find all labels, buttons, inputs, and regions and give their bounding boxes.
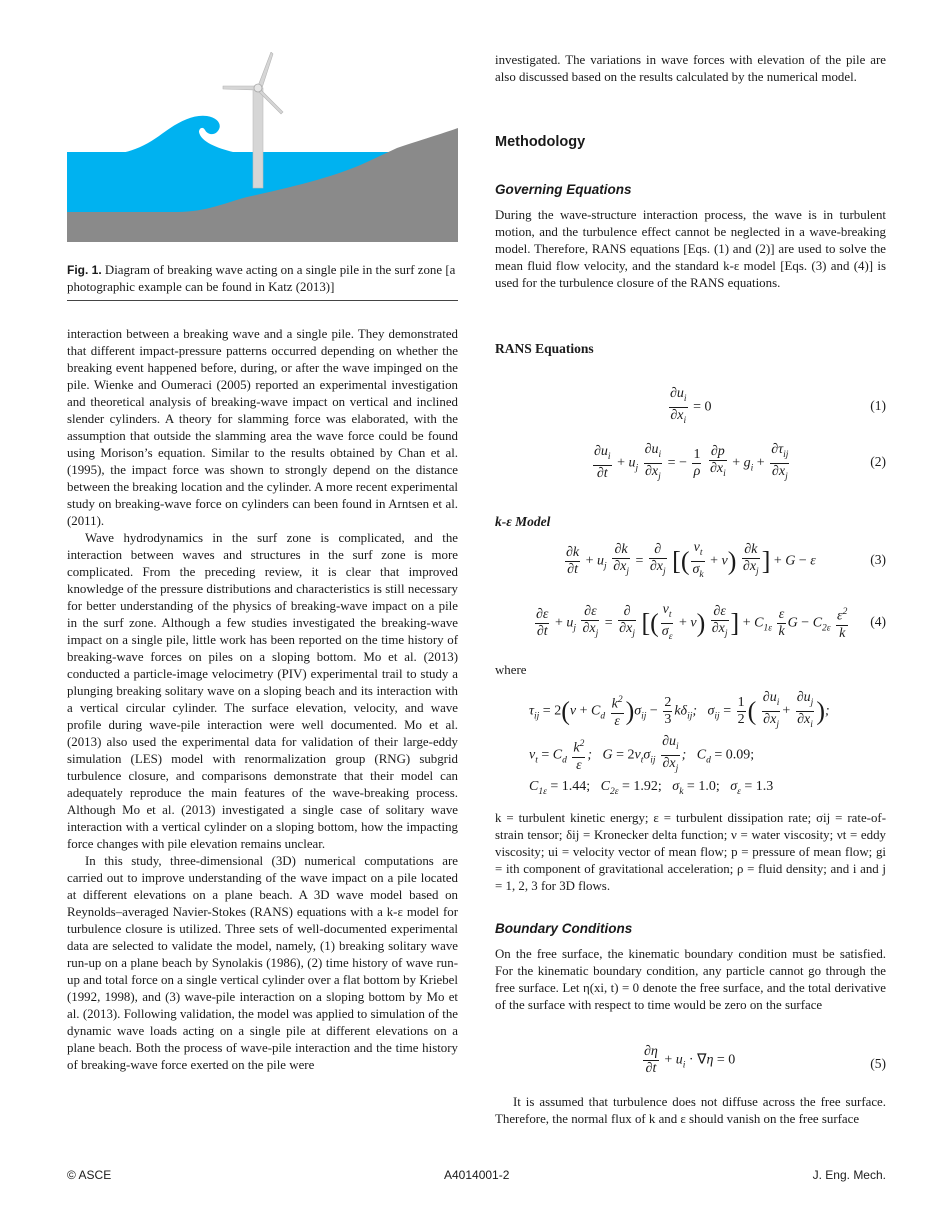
const-cd: 0.09 <box>725 747 751 763</box>
right-paragraph-0: investigated. The variations in wave forces with elevation of the pile are also discussed based on the results calculated by the numerical model. <box>495 53 886 84</box>
figure-caption-label: Fig. 1. <box>67 263 102 277</box>
equation-1-math: $\frac{\partial u_i}{\partial x_i}$ = 0 <box>667 386 711 429</box>
k-epsilon-heading: k-ε Model <box>495 514 551 529</box>
turbine-blade-up <box>258 52 273 88</box>
turbine-hub <box>254 84 262 92</box>
const-sk: 1.0 <box>698 779 716 794</box>
rans-heading: RANS Equations <box>495 341 594 356</box>
figure-caption-text: Diagram of breaking wave acting on a single pile in the surf zone [a photographic example can be found in Katz (2013)] <box>67 263 456 294</box>
left-paragraph-3: In this study, three-dimensional (3D) numerical computations are carried out to improve understanding of the wave impact on a pile located at different elevations on a plane beach. A 3D wave model based on Reynolds–averaged Navier-Stokes (RANS) equations with a k-ε model for turbulence closure is utilized. Three sets of well-documented experimental data are selected to validate the model, namely, (1) breaking solitary wave run-up on a plane beach by Synolakis (1986), (2) time history of wave run-up and total force on a single vertical cylinder over a flat bottom by Kriebel (1992, 1998), and (3) wave-pile interaction on a sloping bottom by Mo et al. (2013). Following validation, the model was applied to simulation of the dynamic wave loads acting on a single pile at different elevations on a plane beach. Both the process of wave-pile interaction and the time history of breaking-wave force exerted on the pile were <box>67 854 458 1072</box>
left-paragraph-1: interaction between a breaking wave and a single pile. They demonstrated that different impact-pressure patterns occurred depending on whether the breaking event happened before, during, or after the wave impinged on the pile. Wienke and Oumeraci (2005) reported an experimental investigation and theoretical analysis of breaking-wave impact on vertical and inclined slender cylinders. A theory for slamming force was elaborated, with the assumption that outside the slamming area the wave force could be found using Morison’s equation. Similar to the results obtained by Chan et al. (1995), the impact force was shown to strongly depend on the distance between the breaking location and the cylinder. A more recent experimental study on breaking-wave force on cylinders can been found in Arntsen et al. (2011). <box>67 327 458 528</box>
turbine-blade-left <box>223 86 256 90</box>
const-c2e: 1.92 <box>633 779 658 794</box>
equation-3-math: $\frac{\partial k}{\partial t}$ + $u_j$ $\frac{\partial k}{\partial x_j}$ = $\frac{\partial}{\partial x_j}$ [( $\frac{\nu_t}{\sigma_k}$ + ν) $\frac{\partial k}{\partial x_j}$ ] + G − ε <box>563 540 816 583</box>
constants-definition: $C_{1\varepsilon} = 1.44$; $C_{2\varepsilon} = 1.92$; $\sigma_k = 1.0$; $\sigma_\varepsilon = 1.3$ <box>529 779 774 797</box>
breaking-wave <box>67 116 267 172</box>
last-paragraph: It is assumed that turbulence does not diffuse across the free surface. Therefore, the normal flux of k and ε should vanish on the free surface <box>495 1095 886 1126</box>
equation-2 <box>495 442 886 482</box>
equation-5-math: $\frac{\partial\eta}{\partial t}$ + $u_i \cdot \nabla\eta = 0$ <box>644 1044 736 1076</box>
governing-paragraph-block <box>495 207 886 292</box>
figure-rule <box>67 300 458 301</box>
equation-2-number: (2) <box>870 454 886 469</box>
last-paragraph-block <box>495 1094 886 1128</box>
equation-4 <box>495 602 886 642</box>
equation-4-math: $\frac{\partial\varepsilon}{\partial t}$ + $u_j$ $\frac{\partial\varepsilon}{\partial x_j}$ = $\frac{\partial}{\partial x_j}$ [( $\frac{\nu_t}{\sigma_\varepsilon}$ + ν) $\frac{\partial\varepsilon}{\partial x_j}$ ] + $C_{1\varepsilon}$ $\frac{\varepsilon}{k}$ $G - C_{2\varepsilon}$ $\frac{\varepsilon^2}{k}$ <box>533 602 850 645</box>
boundary-paragraph: On the free surface, the kinematic boundary condition must be satisfied. For the kinematic boundary condition, any particle cannot go through the free surface. Let η(xi, t) = 0 denote the free surface, and the total derivative of the surface with respect to time would be zero on the surface <box>495 947 886 1012</box>
left-text-block <box>67 326 458 1074</box>
definitions-math <box>495 690 886 800</box>
equation-1-number: (1) <box>870 398 886 413</box>
turbine-tower <box>253 88 263 188</box>
const-se: 1.3 <box>755 779 774 794</box>
equation-4-number: (4) <box>870 614 886 629</box>
left-paragraph-2: Wave hydrodynamics in the surf zone is complicated, and the interaction between waves and structures in the surf zone is more complicated. From the preceding review, it is clear that improved knowledge of the pressure distributions and characteristics is still necessary for better understanding of the physics of breaking-wave impact on a pile in the surf zone. Although a few studies investigated the breaking-wave impact on a single pile, little work has been reported on the time history of breaking-wave forces on piles on a sloping bottom. Mo et al. (2013) conducted a particle-image velocimetry (PIV) experimental trail to study a plunging breaking solitary wave on a sloping beach and its interaction with a vertical circular cylinder. The surface elevation, velocity, and wave profile during wave-pile interaction were well documented. Mo et al. (2013) also used the experimental data for validation of their large-eddy simulation (LES) model with renormalization group (RNG) subgrid turbulence closure, and comparisons demonstrate that their model can adequately reproduce the main features of the wave-breaking process. Although Mo et al. (2013) investigated a single case of solitary wave interaction with a vertical cylinder on a sloping bottom, how the impacting force changes with pile elevation remains unclear. <box>67 531 458 851</box>
right-intro <box>495 52 886 86</box>
const-c1e: 1.44 <box>561 779 587 794</box>
figure-caption <box>67 262 458 296</box>
equation-5-number: (5) <box>870 1056 886 1071</box>
governing-paragraph: During the wave-structure interaction process, the wave is in turbulent motion, and the turbulence effect cannot be neglected in a wave-breaking model. Therefore, RANS equations [Eqs. (1) and (2)] are used to solve the mean fluid flow velocity, and the standard k-ε model [Eqs. (3) and (4)] is used for the turbulence closure of the RANS equations. <box>495 208 886 290</box>
definitions-block <box>495 810 886 895</box>
equation-3 <box>495 540 886 580</box>
equation-1 <box>495 386 886 426</box>
footer-right: J. Eng. Mech. <box>812 1168 886 1182</box>
nu-g-definition: $\nu_t = C_d$ $\frac{k^2}{\varepsilon}$ ; $G = 2\nu_t\sigma_{ij}$ $\frac{\partial u_i}{\partial x_j}$ ; $C_d = 0.09$; <box>529 734 754 777</box>
methodology-heading: Methodology <box>495 134 586 150</box>
equation-3-number: (3) <box>870 552 886 567</box>
equation-5 <box>495 1044 886 1084</box>
footer-left: © ASCE <box>67 1168 112 1182</box>
equation-2-math: $\frac{\partial u_i}{\partial t}$ + $u_j$ $\frac{\partial u_i}{\partial x_j}$ = − $\frac{1}{\rho}$ $\frac{\partial p}{\partial x_i}$ + $g_i$ + $\frac{\partial\tau_{ij}}{\partial x_j}$ <box>591 442 791 485</box>
tau-sigma-definition: $\tau_{ij} = 2(\nu + C_d$ $\frac{k^2}{\varepsilon}$ )$\sigma_{ij}$ − $\frac{2}{3}$ $k\delta_{ij}$; $\sigma_{ij}$ = $\frac{1}{2}$ ( $\frac{\partial u_i}{\partial x_j}$ + $\frac{\partial u_j}{\partial x_i}$ ); <box>529 690 830 733</box>
where-label: where <box>495 663 527 677</box>
governing-equations-heading: Governing Equations <box>495 182 632 197</box>
variable-definitions: k = turbulent kinetic energy; ε = turbulent dissipation rate; σij = rate-of-strain tensor; δij = Kronecker delta function; ν = water viscosity; νt = eddy viscosity; ui = velocity vector of mean flow; p = pressure of mean flow; gi = ith component of gravitational acceleration; ρ = fluid density; and i and j = 1, 2, 3 for 3D flows. <box>495 811 886 893</box>
footer-center: A4014001-2 <box>444 1168 510 1182</box>
boundary-conditions-heading: Boundary Conditions <box>495 921 633 936</box>
boundary-paragraph-block <box>495 946 886 1014</box>
figure-1-diagram <box>67 52 458 242</box>
